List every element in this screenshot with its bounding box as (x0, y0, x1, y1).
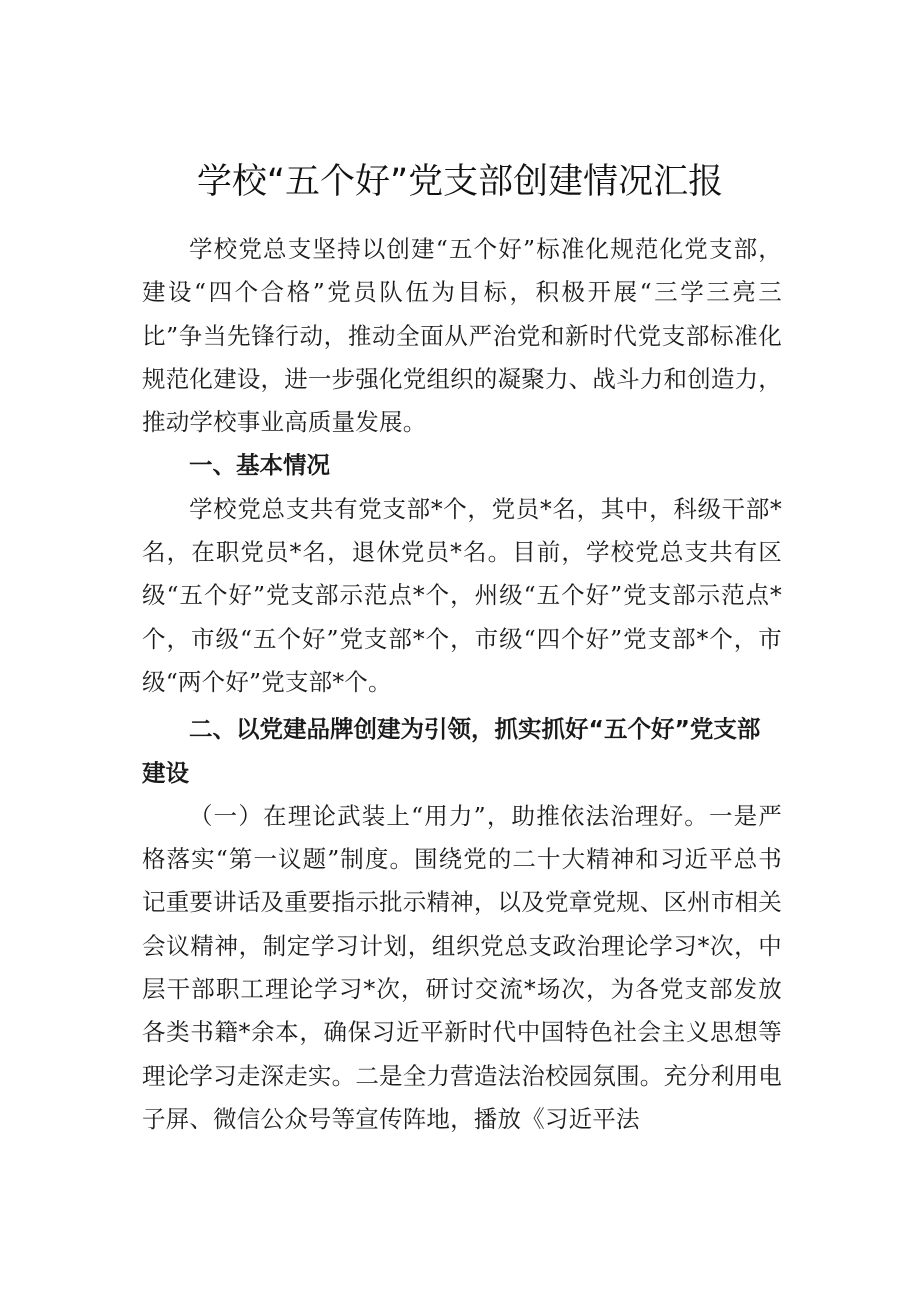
section-1-heading: 一、基本情况 (189, 451, 330, 480)
section-2-heading: 二、以党建品牌创建为引领，抓实抓好“五个好”党支部建设 (142, 715, 761, 787)
section-2-paragraph: （一）在理论武装上“用力”，助推依法治理好。一是严格落实“第一议题”制度。围绕党的二十大精神和习近平总书记重要讲话及重要指示批示精神，以及党章党规、区州市相关会议精神，制定学习计划，组织党总支政治理论学习*次，中层干部职工理论学习*次，研讨交流*场次，为各党支部发放各类书籍*余本，确保习近平新时代中国特色社会主义思想等理论学习走深走实。二是全力营造法治校园氛围。充分利用电子屏、微信公众号等宣传阵地，播放《习近平法 (142, 801, 782, 1133)
section-1-paragraph: 学校党总支共有党支部*个，党员*名，其中，科级干部*名，在职党员*名，退休党员*名。目前，学校党总支共有区级“五个好”党支部示范点*个，州级“五个好”党支部示范点*个，市级“五个好”党支部*个，市级“四个好”党支部*个，市级“两个好”党支部*个。 (142, 494, 782, 696)
document-title: 学校“五个好”党支部创建情况汇报 (196, 162, 724, 202)
intro-paragraph: 学校党总支坚持以创建“五个好”标准化规范化党支部，建设“四个合格”党员队伍为目标，积极开展“三学三亮三比”争当先锋行动，推动全面从严治党和新时代党支部标准化规范化建设，进一步强化党组织的凝聚力、战斗力和创造力，推动学校事业高质量发展。 (142, 235, 782, 437)
document-body (142, 226, 782, 1141)
